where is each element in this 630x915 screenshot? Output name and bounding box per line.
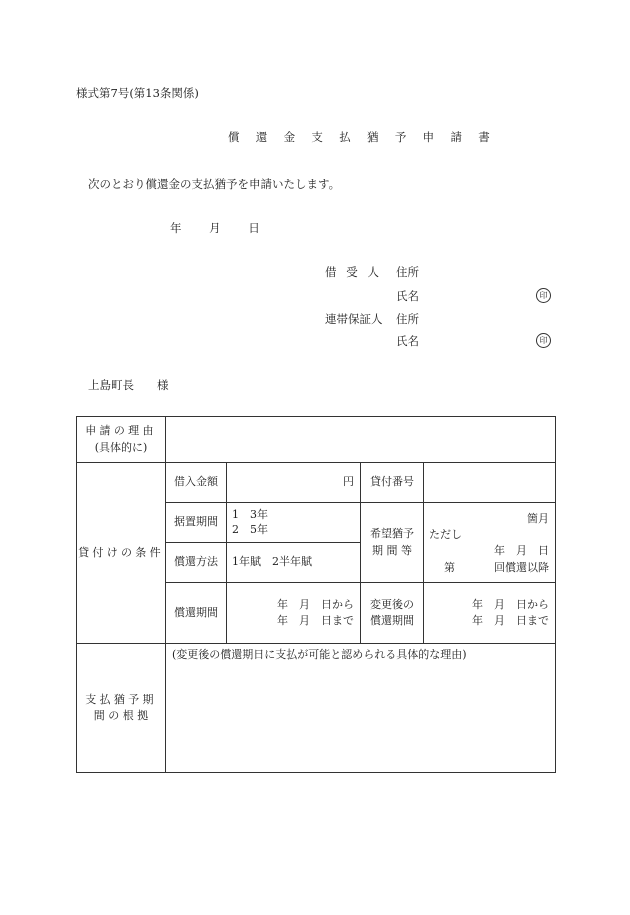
guarantor-address-label: 住所 [396,312,419,326]
desired-period-field[interactable] [424,503,556,583]
application-table [76,416,556,773]
changed-period-to: 年 月 日まで [472,614,549,627]
basis-field[interactable] [166,644,556,773]
kai-after-text: 回償還以降 [494,561,549,574]
form-number: 様式第7号(第13条関係) [76,86,199,100]
deferment-option-1: 1 3年 [232,507,268,521]
desired-label-cell [361,503,424,583]
basis-label: 支払猶予期 [85,692,157,706]
borrower-name-label: 氏名 [396,289,419,303]
period-field[interactable] [227,583,361,644]
conditions-label: 貸付けの条件 [77,463,166,644]
deferment-label: 据置期間 [166,503,227,543]
date-day: 日 [248,221,260,235]
method-label: 償還方法 [166,543,227,583]
period-from: 年 月 日から [277,597,354,611]
reason-field[interactable] [166,417,556,463]
changed-period-label: 変更後の [370,597,414,611]
deferment-option-2: 2 5年 [232,522,268,536]
document-title: 償 還 金 支 払 猶 予 申 請 書 [228,130,497,144]
basis-label-sub: 間 の 根 拠 [93,709,149,722]
guarantor-seal-icon: 印 [536,333,551,348]
date-year: 年 [170,221,182,235]
changed-period-label-sub: 償還期間 [370,614,414,627]
desired-date: 年 月 日 [494,544,549,557]
loan-amount-row [77,463,556,503]
yen-unit: 円 [343,475,354,489]
changed-period-label-cell [361,583,424,644]
desired-label: 希望猶予 [370,527,414,540]
loan-amount-field[interactable] [227,463,361,503]
application-date [170,220,260,236]
months-unit: 箇月 [527,512,549,525]
basis-note: (変更後の償還期日に支払が可能と認められる具体的な理由) [172,648,467,661]
addressee: 上島町長 様 [88,378,169,392]
borrower-address-label: 住所 [396,265,419,279]
dai-text: 第 [444,561,455,574]
method-options[interactable]: 1年賦 2半年賦 [227,543,361,583]
borrower-label: 借受人 [325,265,389,279]
borrower-seal-icon: 印 [536,288,551,303]
reason-label-sub: (具体的に) [94,440,148,454]
basis-row [77,644,556,773]
deferment-options[interactable] [227,503,361,543]
changed-period-field[interactable] [424,583,556,644]
desired-label-sub: 期 間 等 [372,543,412,557]
changed-period-from: 年 月 日から [472,597,549,611]
guarantor-label: 連帯保証人 [325,312,383,326]
reason-row [77,417,556,463]
reason-label: 申請の理由 [85,424,157,437]
period-to: 年 月 日まで [277,614,354,627]
intro-text: 次のとおり償還金の支払猶予を申請いたします。 [88,177,341,191]
period-label: 償還期間 [166,583,227,644]
guarantor-name-label: 氏名 [396,334,419,348]
reason-label-cell [77,417,166,463]
tadashi-text: ただし [429,528,462,541]
loan-number-field[interactable] [424,463,556,503]
date-month: 月 [209,221,221,235]
loan-amount-label: 借入金額 [166,463,227,503]
loan-number-label: 貸付番号 [361,463,424,503]
basis-label-cell [77,644,166,773]
